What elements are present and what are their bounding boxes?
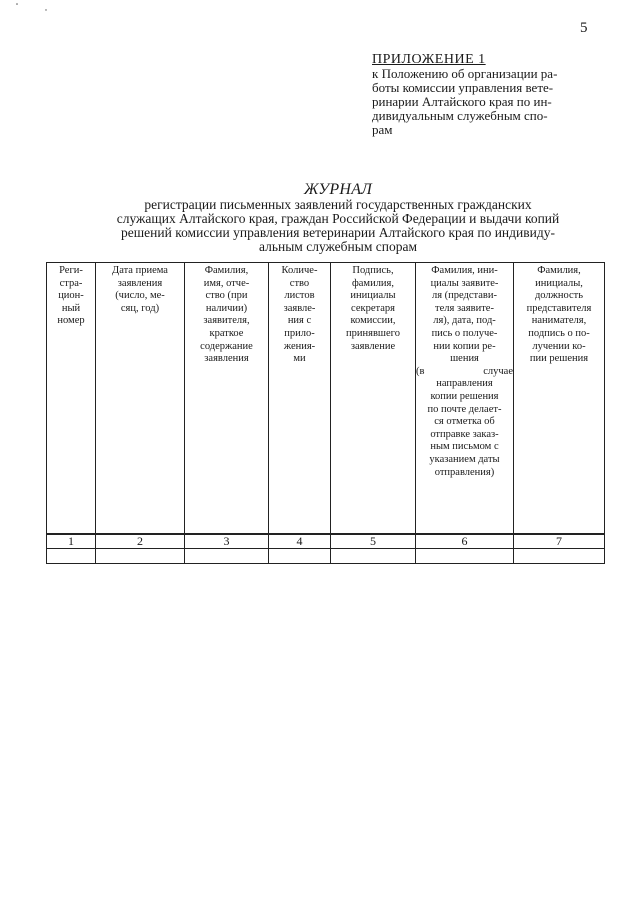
header-line: имя, отче- <box>203 277 250 289</box>
header-line: нанимателя, <box>531 315 587 327</box>
header-line: инициалы, <box>535 277 583 289</box>
header-note-line: по почте делает- <box>427 403 502 415</box>
empty-cell <box>269 549 331 564</box>
column-number: 1 <box>47 534 96 549</box>
header-employer-representative <box>514 263 605 535</box>
header-line: прило- <box>284 327 315 339</box>
journal-line: служащих Алтайского края, граждан Российской Федерации и выдачи копий <box>116 211 560 226</box>
appendix-line: к Положению об организации ра- <box>372 66 558 81</box>
header-applicant-receipt <box>416 263 514 535</box>
header-line: пись о получе- <box>431 327 498 339</box>
header-line: должность <box>534 290 584 302</box>
header-note-line: ным письмом с <box>430 441 499 453</box>
header-line: подпись о по- <box>528 327 590 339</box>
empty-cell <box>185 549 269 564</box>
header-line: фамилия, <box>351 277 395 289</box>
header-line: заявление <box>350 340 396 352</box>
appendix-block <box>372 52 602 137</box>
header-secretary-signature <box>331 263 416 535</box>
header-note-line <box>416 366 513 379</box>
header-note-line: отправке заказ- <box>430 428 499 440</box>
empty-row <box>47 549 605 564</box>
empty-cell <box>47 549 96 564</box>
column-number: 3 <box>185 534 269 549</box>
header-line: цион- <box>58 290 84 302</box>
header-note-line: копии решения <box>430 390 499 402</box>
column-number: 2 <box>96 534 185 549</box>
header-note-line: указанием даты <box>429 453 500 465</box>
header-receipt-date <box>96 263 185 535</box>
empty-cell <box>96 549 185 564</box>
appendix-line: боты комиссии управления вете- <box>372 80 554 95</box>
journal-line: альным служебным спорам <box>259 239 417 254</box>
header-line: листов <box>284 290 315 302</box>
appendix-text <box>372 67 602 137</box>
header-line: содержание <box>200 340 253 352</box>
header-line: сяц, год) <box>120 302 160 314</box>
header-line: представителя <box>526 302 592 314</box>
header-line: инициалы <box>350 290 396 302</box>
header-line: стра- <box>59 277 83 289</box>
header-line: Реги- <box>59 265 83 276</box>
empty-cell <box>416 549 514 564</box>
journal-line: регистрации письменных заявлений государственных гражданских <box>144 197 532 212</box>
header-line: Фамилия, ини- <box>431 265 498 276</box>
header-line: комиссии, <box>350 315 396 327</box>
journal-line: решений комиссии управления ветеринарии Алтайского края по индивиду- <box>121 225 555 240</box>
header-line: краткое <box>209 327 244 339</box>
empty-cell <box>331 549 416 564</box>
empty-cell <box>514 549 605 564</box>
appendix-line: рам <box>372 122 393 137</box>
header-line: заявле- <box>283 302 316 314</box>
header-line: нии копии ре- <box>433 340 496 352</box>
header-line: циалы заявите- <box>430 277 499 289</box>
header-line: ния с <box>287 315 312 327</box>
header-line: номер <box>57 315 85 327</box>
header-line: наличии) <box>205 302 248 314</box>
header-line: Фамилия, <box>204 265 249 276</box>
header-line: Количе- <box>281 265 318 276</box>
header-line: Фамилия, <box>537 265 581 276</box>
header-line: Подпись, <box>352 265 394 276</box>
header-line: лучении ко- <box>532 340 586 352</box>
column-number: 4 <box>269 534 331 549</box>
header-line: пии решения <box>529 353 589 365</box>
header-note-line: ся отметка об <box>434 416 495 428</box>
header-line: Дата приема <box>112 265 168 276</box>
column-number: 6 <box>416 534 514 549</box>
journal-title: ЖУРНАЛ <box>303 181 373 198</box>
column-number-row <box>47 534 605 549</box>
header-note-word: случае <box>483 365 513 377</box>
appendix-line: ринарии Алтайского края по ин- <box>372 94 552 109</box>
header-line: секретаря <box>351 302 395 314</box>
header-line: ство (при <box>205 290 248 302</box>
header-line: ный <box>61 302 81 314</box>
header-line: жения- <box>283 340 316 352</box>
appendix-title: ПРИЛОЖЕНИЕ 1 <box>372 52 486 67</box>
header-line: заявления <box>117 277 163 289</box>
header-line: ля), дата, под- <box>433 315 496 327</box>
header-line: (число, ме- <box>115 290 165 302</box>
table-header-row <box>47 263 605 535</box>
header-note-line: направления <box>436 378 493 390</box>
journal-heading <box>78 181 598 254</box>
header-line: ство <box>289 277 310 289</box>
column-number: 5 <box>331 534 416 549</box>
appendix-line: дивидуальным служебным спо- <box>372 108 548 123</box>
journal-description <box>78 198 598 254</box>
header-note-word: (в <box>416 365 425 377</box>
header-note-line: отправления) <box>434 466 495 478</box>
header-line: заявления <box>204 353 249 365</box>
column-number: 7 <box>514 534 605 549</box>
header-sheet-count <box>269 263 331 535</box>
header-line: принявшего <box>346 327 400 339</box>
header-line: теля заявите- <box>435 302 494 314</box>
header-line: шения <box>450 353 479 365</box>
header-line: заявителя, <box>203 315 250 327</box>
header-line: ля (представи- <box>431 290 498 302</box>
header-applicant-name <box>185 263 269 535</box>
scan-specks <box>14 2 54 14</box>
page-number: 5 <box>580 20 588 36</box>
header-line: ми <box>293 353 306 365</box>
header-registration-number <box>47 263 96 535</box>
journal-table <box>46 262 605 564</box>
